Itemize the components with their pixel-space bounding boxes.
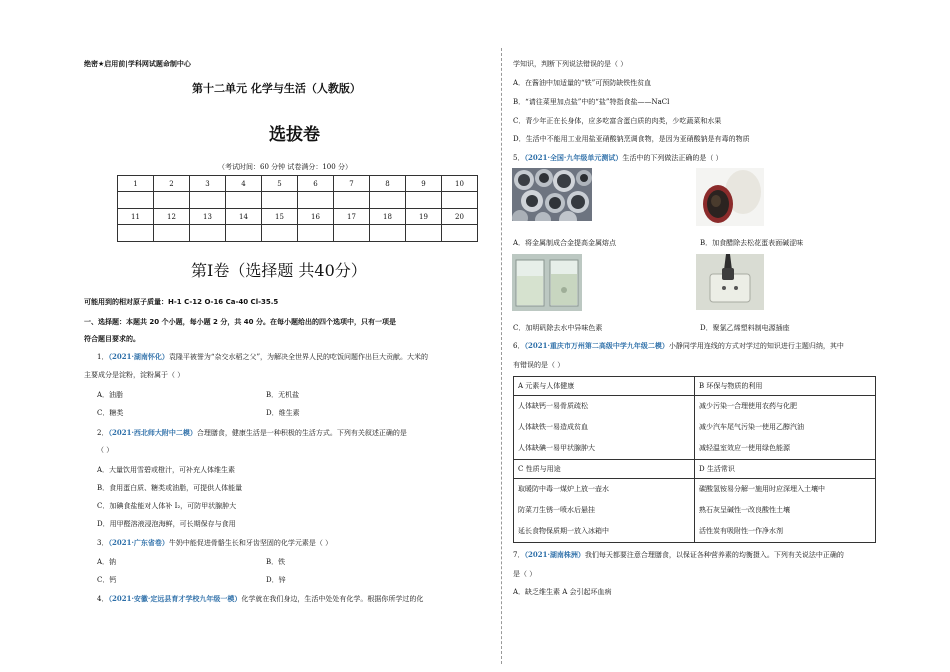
answer-box-10[interactable]: [442, 225, 478, 242]
q1-stem-line-2: 主要成分是淀粉，淀粉属于（ ）: [84, 371, 185, 379]
answer-grid: [117, 175, 478, 242]
q5-option-a: A．将金属制成合金提高金属熔点: [513, 239, 617, 247]
beakers-icon: [512, 254, 582, 311]
answer-grid-number-6: 6: [298, 176, 334, 192]
answer-box-2[interactable]: [154, 192, 190, 209]
section-title: 第Ⅰ卷（选择题 共40分）: [191, 261, 367, 280]
q2-number: 2．: [97, 429, 109, 437]
answer-grid-number-9: 19: [406, 209, 442, 225]
q3-stem-line-1: [97, 538, 332, 548]
answer-grid-blank-row-2: [118, 225, 478, 242]
q6-a-line-2: 人体缺铁一易造成贫血: [518, 423, 588, 431]
answer-grid-number-1: 11: [118, 209, 154, 225]
q5-text-1: 生活中的下列做法正确的是（ ）: [622, 154, 723, 162]
q4-source: （2021·安徽·定远县育才学校九年级一模）: [108, 594, 242, 603]
q4-text-1: 化学就在我们身边，生活中处处有化学。根据你所学过的化: [241, 595, 424, 603]
answer-box-6[interactable]: [298, 192, 334, 209]
q7-number: 7．: [513, 551, 525, 559]
answer-grid-number-2: 2: [154, 176, 190, 192]
answer-grid-number-10: 20: [442, 209, 478, 225]
q3-number: 3．: [97, 539, 109, 547]
answer-box-10[interactable]: [442, 192, 478, 209]
answer-box-8[interactable]: [370, 225, 406, 242]
answer-grid-number-10: 10: [442, 176, 478, 192]
answer-box-1[interactable]: [118, 225, 154, 242]
q6-summary-table: [513, 376, 876, 543]
eggs-icon: [696, 168, 764, 226]
metal-pipes-icon: [512, 168, 592, 221]
q1-number: 1．: [97, 353, 109, 361]
instructions-line-2: 符合题目要求的。: [84, 335, 140, 343]
answer-grid-number-5: 5: [262, 176, 298, 192]
q6-b-line-3: 减轻温室效应一使用绿色能源: [699, 444, 790, 452]
q7-stem-line-2: 是（ ）: [513, 570, 537, 578]
answer-box-3[interactable]: [190, 225, 226, 242]
q6-c-line-3: 延长食物保质期一放入冰箱中: [518, 527, 609, 535]
answer-box-6[interactable]: [298, 225, 334, 242]
q6-table-head-c: C 性质与用途: [514, 460, 695, 479]
exam-info: （考试时间：60 分钟 试卷满分：100 分）: [218, 163, 352, 171]
q3-option-c: C．钙: [97, 576, 117, 584]
q3-text-1: 牛奶中能促进骨骼生长和牙齿坚固的化学元素是（ ）: [168, 539, 333, 547]
q6-number: 6．: [513, 342, 525, 350]
q6-source: （2021·重庆市万州第二高级中学九年级二模）: [524, 341, 669, 350]
exam-title: 选拔卷: [269, 125, 320, 145]
q4-stem-line-2: 学知识，判断下列说法错误的是（ ）: [513, 60, 628, 68]
q5-number: 5．: [513, 154, 525, 162]
q2-option-d: D．用甲醛溶液浸泡海鲜，可长期保存与食用: [97, 520, 236, 528]
power-plug-icon: [696, 254, 764, 310]
q1-stem-line-1: [97, 352, 428, 362]
answer-box-7[interactable]: [334, 225, 370, 242]
q6-table-head-a: A 元素与人体健康: [514, 377, 695, 396]
q6-stem-line-1: [513, 341, 844, 351]
q6-stem-line-2: 有错误的是（ ）: [513, 361, 565, 369]
q4-option-d: D．生活中不能用工业用盐亚硝酸钠烹调食物，是因为亚硝酸钠是有毒的物质: [513, 135, 750, 143]
answer-box-4[interactable]: [226, 225, 262, 242]
q2-stem-line-1: [97, 428, 407, 438]
q6-table-head-d: D 生活常识: [695, 460, 876, 479]
q5-option-b: B．加食醋除去松花蛋表面碱涩味: [700, 239, 804, 247]
q4-option-c: C．青少年正在长身体，应多吃富含蛋白质的肉类，少吃蔬菜和水果: [513, 117, 722, 125]
q1-source: （2021·湖南怀化）: [108, 352, 169, 361]
q6-table-cell-c: [514, 479, 695, 543]
answer-box-8[interactable]: [370, 192, 406, 209]
answer-grid-number-4: 4: [226, 176, 262, 192]
answer-box-1[interactable]: [118, 192, 154, 209]
q7-stem-line-1: [513, 550, 844, 560]
q6-b-line-2: 减少汽车尾气污染一使用乙醇汽油: [699, 423, 804, 431]
q6-c-line-1: 取暖防中毒一煤炉上放一壶水: [518, 485, 609, 493]
answer-grid-number-4: 14: [226, 209, 262, 225]
answer-box-5[interactable]: [262, 225, 298, 242]
q6-a-line-3: 人体缺碘一易甲状腺肿大: [518, 444, 595, 452]
q1-option-a: A．油脂: [97, 391, 124, 399]
q1-text-1: 袁隆平被誉为“杂交水稻之父”，为解决全世界人民的吃饭问题作出巨大贡献。大米的: [168, 353, 429, 361]
answer-box-4[interactable]: [226, 192, 262, 209]
answer-box-5[interactable]: [262, 192, 298, 209]
column-divider: [501, 48, 502, 664]
q7-option-a: A．缺乏维生素 A 会引起坏血病: [513, 588, 612, 596]
q6-d-line-3: 活性炭有吸附性一作净水剂: [699, 527, 783, 535]
answer-grid-number-2: 12: [154, 209, 190, 225]
q5-option-d: D．聚氯乙烯塑料制电源插座: [700, 324, 790, 332]
answer-grid-number-8: 18: [370, 209, 406, 225]
answer-box-7[interactable]: [334, 192, 370, 209]
q3-option-b: B．铁: [266, 558, 286, 566]
q2-option-b: B．食用蛋白质、糖类或油脂，可提供人体能量: [97, 484, 243, 492]
q6-d-line-2: 熟石灰呈碱性一改良酸性土壤: [699, 506, 790, 514]
q7-text-1: 我们每天都要注意合理膳食，以保证各种营养素的均衡摄入。下列有关说法中正确的: [584, 551, 844, 559]
q6-a-line-1: 人体缺钙一易骨质疏松: [518, 402, 588, 410]
q6-table-cell-d: [695, 479, 876, 543]
q2-option-c: C．加碘食盐能对人体补 I₂，可防甲状腺肿大: [97, 502, 237, 510]
q3-option-d: D．锌: [266, 576, 286, 584]
answer-box-3[interactable]: [190, 192, 226, 209]
q3-option-a: A．钠: [97, 558, 117, 566]
q6-d-line-1: 碳酸氢铵易分解一施用时应深埋入土壤中: [699, 485, 825, 493]
q6-table-cell-a: [514, 396, 695, 460]
q6-table-head-b: B 环保与物质的利用: [695, 377, 876, 396]
answer-grid-number-7: 7: [334, 176, 370, 192]
answer-grid-number-6: 16: [298, 209, 334, 225]
q4-stem-line-1: [97, 594, 423, 604]
q1-option-b: B．无机盐: [266, 391, 300, 399]
answer-grid-number-3: 3: [190, 176, 226, 192]
instructions-line-1: 一、选择题：本题共 20 个小题，每小题 2 分，共 40 分。在每小题给出的四个选项中，只有一项是: [84, 318, 396, 326]
q6-text-1: 小静同学用连线的方式对学过的知识进行主题归纳，其中: [668, 342, 844, 350]
answer-grid-blank-row-1: [118, 192, 478, 209]
q2-text-1: 合理膳食，健康生活是一种积极的生活方式。下列有关叙述正确的是: [196, 429, 407, 437]
answer-grid-number-7: 17: [334, 209, 370, 225]
answer-grid-number-3: 13: [190, 209, 226, 225]
secret-label: 绝密★启用前|学科网试题命制中心: [84, 60, 191, 68]
q2-stem-line-2: （ ）: [97, 446, 114, 454]
q1-option-d: D．维生素: [266, 409, 300, 417]
unit-title: 第十二单元 化学与生活（人教版）: [192, 82, 361, 95]
q2-option-a: A．大量饮用雪碧或橙汁，可补充人体维生素: [97, 466, 236, 474]
answer-box-9[interactable]: [406, 225, 442, 242]
answer-grid-number-8: 8: [370, 176, 406, 192]
q3-source: （2021·广东省卷）: [108, 538, 169, 547]
q7-source: （2021·湖南株洲）: [524, 550, 585, 559]
answer-grid-number-9: 9: [406, 176, 442, 192]
atomic-masses: 可能用到的相对原子质量：H-1 C-12 O-16 Ca-40 Cl-35.5: [84, 298, 279, 306]
answer-box-9[interactable]: [406, 192, 442, 209]
answer-grid-numbers-row-2: [118, 209, 478, 225]
q1-option-c: C．糖类: [97, 409, 124, 417]
q5-option-c: C．加明矾除去水中异味色素: [513, 324, 603, 332]
q4-option-b: B．“请往菜里加点盐”中的“盐”特指食盐——NaCl: [513, 98, 670, 106]
q6-table-cell-b: [695, 396, 876, 460]
q4-number: 4．: [97, 595, 109, 603]
q2-source: （2021·西北师大附中二模）: [108, 428, 197, 437]
q5-stem-line-1: [513, 153, 723, 163]
q6-b-line-1: 减少污染一合理使用农药与化肥: [699, 402, 797, 410]
answer-grid-numbers-row-1: [118, 176, 478, 192]
answer-grid-number-1: 1: [118, 176, 154, 192]
q5-source: （2021·全国·九年级单元测试）: [524, 153, 623, 162]
q6-c-line-2: 防菜刀生锈一喷水后悬挂: [518, 506, 595, 514]
answer-grid-number-5: 15: [262, 209, 298, 225]
answer-box-2[interactable]: [154, 225, 190, 242]
q4-option-a: A．在酱油中加适量的“铁”可预防缺铁性贫血: [513, 79, 652, 87]
